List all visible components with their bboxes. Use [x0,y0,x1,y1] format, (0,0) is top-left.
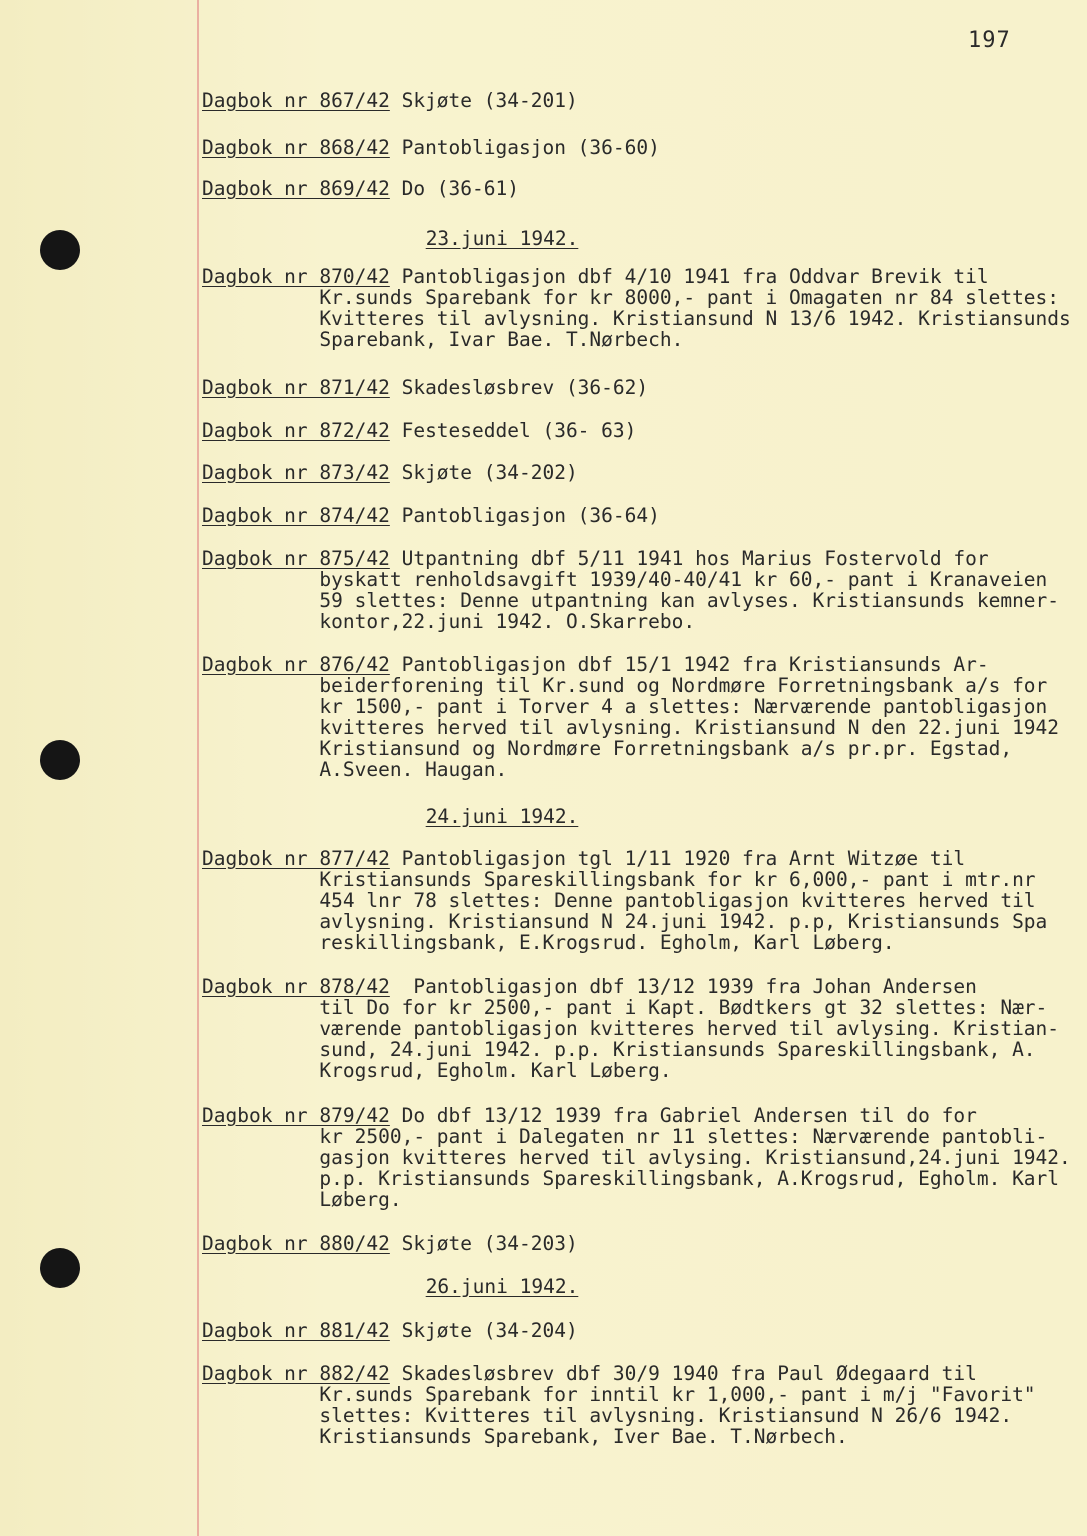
entry-ref: Dagbok nr 878/42 [202,975,390,998]
page-number: 197 [968,28,1011,53]
entry-text: Pantobligasjon (36-60) [389,136,660,159]
binder-hole-top [40,230,80,270]
entry-ref: Dagbok nr 880/42 [202,1232,390,1255]
date-heading: 26.juni 1942. [425,1275,579,1298]
entry-ref: Dagbok nr 879/42 [202,1104,390,1127]
entry-ref: Dagbok nr 869/42 [202,177,390,200]
entry-text: Pantobligasjon dbf 4/10 1941 fra Oddvar Brevik til Kr.sunds Sparebank for kr 8000,- pant i Omagaten nr 84 slettes: Kvitteres til avlysning. Kristiansund N 13/6 1942. Kristiansunds Sparebank, Ivar Bae. T.Nørbech. [319,265,1071,351]
entry-867 [202,90,578,111]
entry-880 [202,1233,578,1254]
entry-text: Skjøte (34-202) [389,461,578,484]
entry-875 [202,548,1059,632]
entry-text: Pantobligasjon dbf 15/1 1942 fra Kristiansunds Ar- beiderforening til Kr.sund og Nordmøre Forretningsbank a/s for kr 1500,- pant i Torver 4 a slettes: Nærværende pantobligasjon kvitteres herved til avlysning. Kristiansund N den 22.juni 1942 Kristiansund og Nordmøre Forretningsbank a/s pr.pr. Egstad, A.Sveen. Haugan. [319,653,1060,781]
entry-ref: Dagbok nr 872/42 [202,419,390,442]
entry-ref: Dagbok nr 875/42 [202,547,390,570]
entry-ref: Dagbok nr 877/42 [202,847,390,870]
entry-877 [202,848,1047,953]
entry-text: Utpantning dbf 5/11 1941 hos Marius Fostervold for byskatt renholdsavgift 1939/40-40/41 kr 60,- pant i Kranaveien 59 slettes: Denne utpantning kan avlyses. Kristiansunds kemner- kontor,22.juni 1942. O.Skarrebo. [319,547,1060,633]
entry-text: Do (36-61) [389,177,519,200]
entry-ref: Dagbok nr 867/42 [202,89,390,112]
margin-line [197,0,199,1536]
entry-text: Festeseddel (36- 63) [389,419,637,442]
entry-text: Skjøte (34-204) [389,1319,578,1342]
entry-873 [202,462,578,483]
entry-871 [202,377,648,398]
entry-870 [202,266,1071,350]
entry-ref: Dagbok nr 876/42 [202,653,390,676]
entry-872 [202,420,636,441]
entry-878 [202,976,1059,1081]
entry-text: Skadesløsbrev (36-62) [389,376,649,399]
entry-ref: Dagbok nr 873/42 [202,461,390,484]
binder-hole-middle [40,740,80,780]
entry-text: Skadesløsbrev dbf 30/9 1940 fra Paul Ødegaard til Kr.sunds Sparebank for inntil kr 1,000,- pant i m/j "Favorit" slettes: Kvitteres til avlysning. Kristiansund N 26/6 1942. Kristiansunds Sparebank, Iver Bae. T.Nørbech. [319,1362,1036,1448]
entry-text: Skjøte (34-203) [389,1232,578,1255]
entry-text: Pantobligasjon (36-64) [389,504,660,527]
entry-text: Pantobligasjon dbf 13/12 1939 fra Johan Andersen til Do for kr 2500,- pant i Kapt. Bødtkers gt 32 slettes: Nær- værende pantobligasjon kvitteres herved til avlysing. Kristian- sund, 24.juni 1942. p.p. Kristiansunds Spareskillingsbank, A. Krogsrud, Egholm. Karl Løberg. [319,975,1060,1082]
entry-ref: Dagbok nr 881/42 [202,1319,390,1342]
entry-868 [202,137,660,158]
entry-874 [202,505,660,526]
date-heading: 23.juni 1942. [425,227,579,250]
entry-882 [202,1363,1036,1447]
entry-879 [202,1105,1071,1210]
entry-text: Skjøte (34-201) [389,89,578,112]
entry-ref: Dagbok nr 874/42 [202,504,390,527]
entry-881 [202,1320,578,1341]
entry-876 [202,654,1059,780]
entry-ref: Dagbok nr 882/42 [202,1362,390,1385]
date-heading: 24.juni 1942. [425,805,579,828]
entry-text: Do dbf 13/12 1939 fra Gabriel Andersen til do for kr 2500,- pant i Dalegaten nr 11 slettes: Nærværende pantobli- gasjon kvitteres herved til avlysing. Kristiansund,24.juni 1942. p.p. Kristiansunds Spareskillingsbank, A.Krogsrud, Egholm. Karl Løberg. [319,1104,1071,1211]
entry-869 [202,178,519,199]
binder-hole-bottom [40,1248,80,1288]
entry-text: Pantobligasjon tgl 1/11 1920 fra Arnt Witzøe til Kristiansunds Spareskillingsbank for kr 6,000,- pant i mtr.nr 454 lnr 78 slettes: Denne pantobligasjon kvitteres herved til avlysning. Kristiansund N 24.juni 1942. p.p, Kristiansunds Spa reskillingsbank, E.Krogsrud. Egholm, Karl Løberg. [319,847,1048,954]
entry-ref: Dagbok nr 868/42 [202,136,390,159]
entry-ref: Dagbok nr 870/42 [202,265,390,288]
entry-ref: Dagbok nr 871/42 [202,376,390,399]
